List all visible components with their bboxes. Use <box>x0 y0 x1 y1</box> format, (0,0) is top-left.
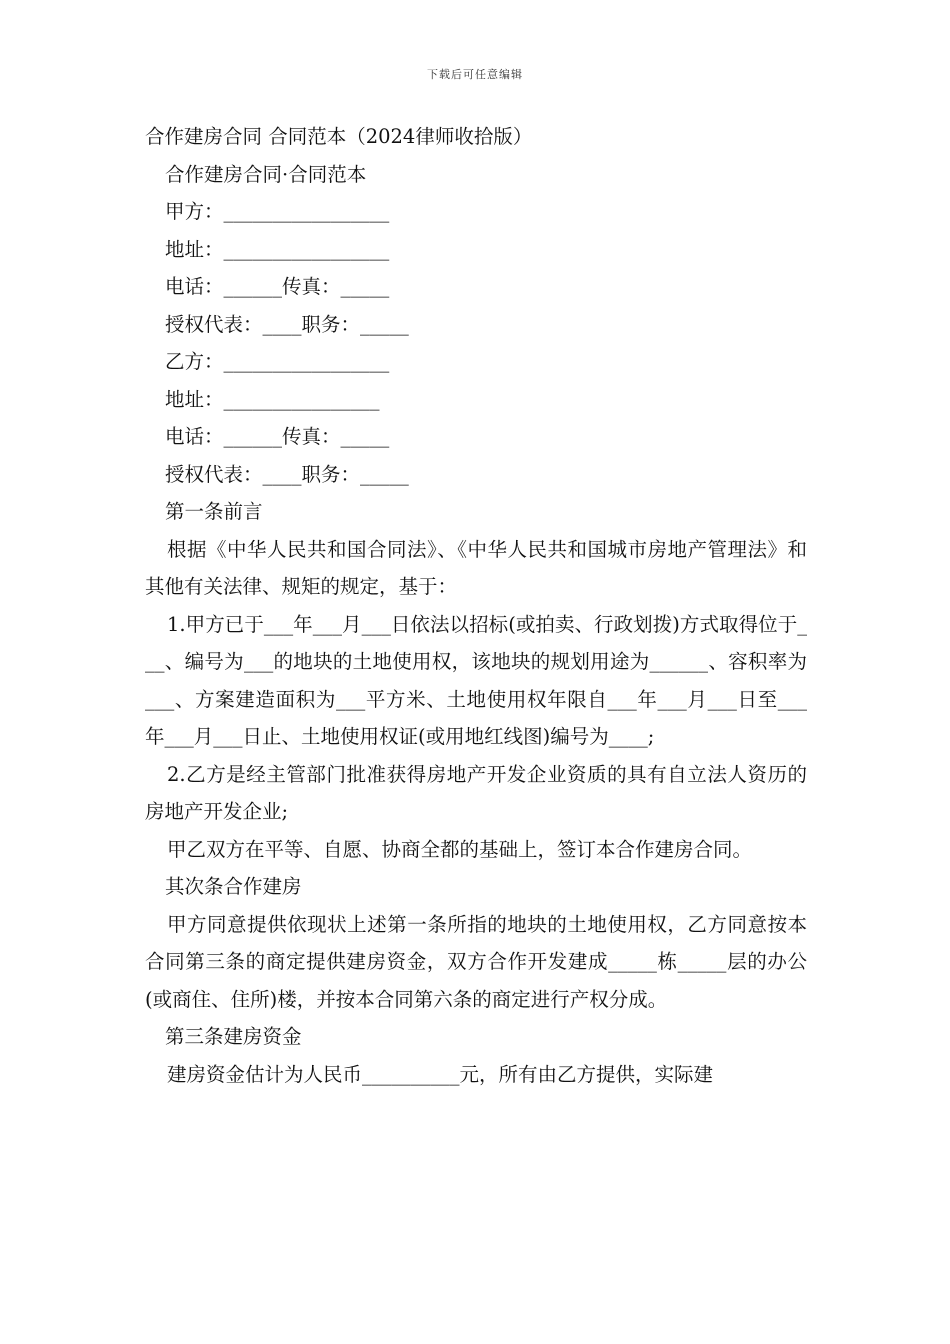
party-a-representative: 授权代表：____职务：_____ <box>165 312 409 336</box>
party-a-address: 地址：_________________ <box>165 237 390 261</box>
party-b-phone-fax: 电话：______传真：_____ <box>165 425 390 448</box>
article-1-heading: 第一条前言 <box>165 500 263 523</box>
article-1-closing: 甲乙双方在平等、自愿、协商全都的基础上，签订本合作建房合同。 <box>167 837 753 861</box>
party-b-name: 乙方：_________________ <box>165 350 390 373</box>
document-body <box>145 118 807 1093</box>
party-b-address: 地址：________________ <box>165 387 380 411</box>
article-2-heading: 其次条合作建房 <box>165 875 302 898</box>
party-a-name: 甲方：_________________ <box>165 200 390 223</box>
document-title: 合作建房合同 合同范本（2024律师收拾版） <box>145 125 533 148</box>
article-1-item-1: 1.甲方已于___年___月___日依法以招标(或拍卖、行政划拨)方式取得位于___、编号为___的地块的土地使用权，该地块的规划用途为______、容积率为___、方案建造面积为___平方米、土地使用权年限自___年___月___日至___年___月___日止、土地使用权证(或用地红线图)编号为____; <box>145 612 807 748</box>
party-a-phone-fax: 电话：______传真：_____ <box>165 275 390 298</box>
document-subtitle: 合作建房合同·合同范本 <box>165 162 367 186</box>
article-1-intro: 根据《中华人民共和国合同法》、《中华人民共和国城市房地产管理法》和其他有关法律、规矩的规定，基于： <box>145 537 807 598</box>
article-2-body: 甲方同意提供依现状上述第一条所指的地块的土地使用权，乙方同意按本合同第三条的商定提供建房资金，双方合作开发建成_____栋_____层的办公(或商住、住所)楼，并按本合同第六条的商定进行产权分成。 <box>145 912 807 1011</box>
article-1-item-2: 2.乙方是经主管部门批准获得房地产开发企业资质的具有自立法人资历的房地产开发企业; <box>145 762 807 823</box>
page-header: 下载后可任意编辑 <box>427 68 523 81</box>
article-3-body: 建房资金估计为人民币__________元，所有由乙方提供，实际建 <box>167 1062 714 1086</box>
article-3-heading: 第三条建房资金 <box>165 1025 302 1048</box>
party-b-representative: 授权代表：____职务：_____ <box>165 462 409 486</box>
